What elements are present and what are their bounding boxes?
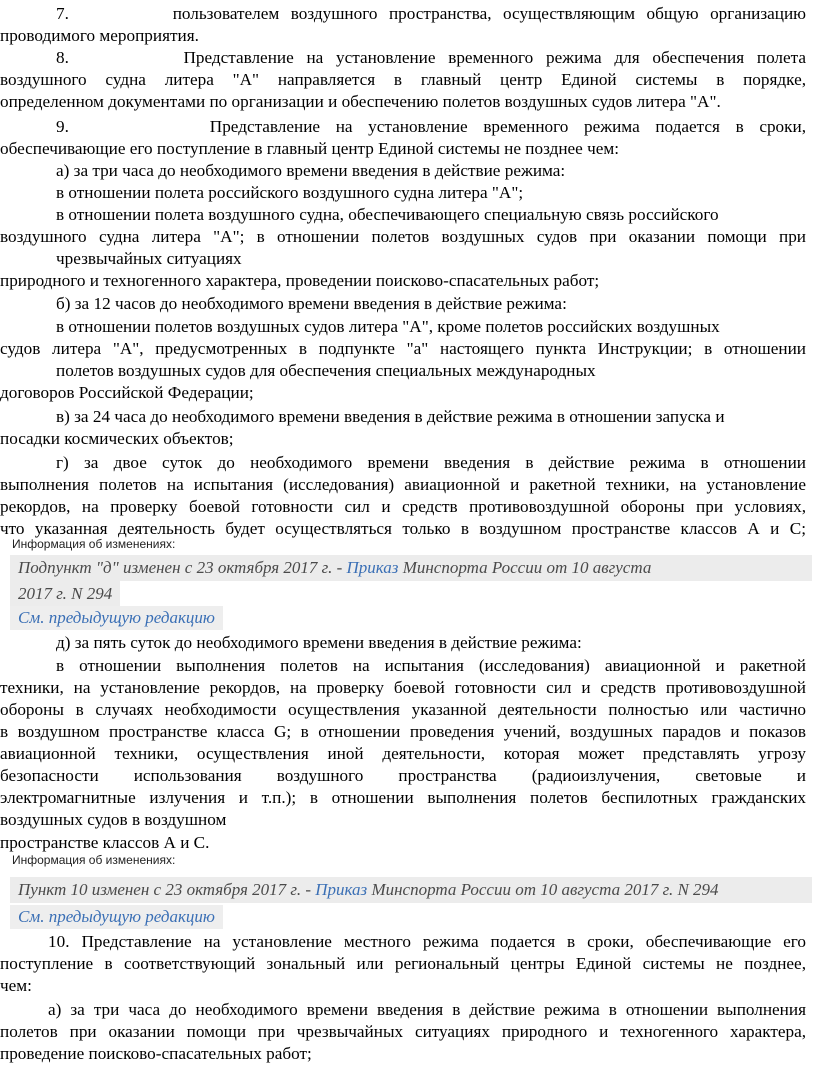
paragraph-9-line-13: договоров Российской Федерации; — [0, 383, 254, 402]
paragraph-9-line-7: чрезвычайных ситуациях — [56, 249, 242, 268]
paragraph-9-line-4: в отношении полета российского воздушного судна литера "А"; — [56, 183, 524, 202]
order-link-2[interactable]: Приказ — [315, 880, 368, 899]
change-note-text: Подпункт "д" изменен с 23 октября 2017 г. - — [18, 558, 347, 577]
paragraph-8-line-3: определенном документами по организации и обеспечению полетов воздушных судов литера "А". — [0, 92, 721, 111]
paragraph-9-line-5: в отношении полета воздушного судна, обеспечивающего специальную связь российского — [56, 205, 719, 224]
change-note-2-text: Пункт 10 изменен с 23 октября 2017 г. - — [18, 880, 316, 899]
paragraph-9-item-g: г) за двое суток до необходимого времени введения в действие режима в отношении — [56, 453, 806, 472]
subparagraph-d-line-8: электромагнитные излучения и т.п.); в отношении выполнения полетов беспилотных гражданских — [0, 788, 806, 807]
previous-version-link-wrap — [10, 606, 223, 630]
subparagraph-d-title: д) за пять суток до необходимого времени введения в действие режима: — [56, 633, 582, 652]
paragraph-8-line-2: воздушного судна литера "А" направляется в главный центр Единой системы в порядке, — [0, 70, 806, 89]
subparagraph-d-line-3: техники, на установление рекордов, на проверку боевой готовности сил и средств противовоздушной — [0, 678, 806, 697]
subparagraph-d-line-6: авиационной техники, осуществления иной деятельности, которая может представлять угрозу — [0, 744, 806, 763]
change-note-2-text-end: Минспорта России от 10 августа 2017 г. N 294 — [367, 880, 719, 899]
paragraph-10-line-5: полетов при оказании помощи при чрезвычайных ситуациях природного и техногенного характера, — [0, 1022, 806, 1041]
paragraph-9-line-10: в отношении полетов воздушных судов литера "А", кроме полетов российских воздушных — [56, 317, 720, 336]
change-note-text-end: Минспорта России от 10 августа — [398, 558, 652, 577]
paragraph-10-item-a: а) за три часа до необходимого времени введения в действие режима в отношении выполнения — [48, 1000, 806, 1019]
paragraph-7-line-2: проводимого мероприятия. — [0, 26, 199, 45]
subparagraph-d-line-2: в отношении выполнения полетов на испытания (исследования) авиационной и ракетной — [56, 656, 806, 675]
previous-version-link-2[interactable]: См. предыдущую редакцию — [18, 907, 215, 926]
paragraph-9-item-v: в) за 24 часа до необходимого времени введения в действие режима в отношении запуска и — [56, 407, 725, 426]
change-info-label: Информация об изменениях: — [12, 537, 176, 551]
paragraph-10-line-1: 10. Представление на установление местного режима подается в сроки, обеспечивающие его — [48, 932, 806, 951]
paragraph-9-line-2: обеспечивающие его поступление в главный центр Единой системы не позднее чем: — [0, 139, 619, 158]
paragraph-8-line-1: 8. Представление на установление временного режима для обеспечения полета — [56, 48, 806, 67]
change-info-label-2: Информация об изменениях: — [12, 853, 176, 867]
order-link[interactable]: Приказ — [346, 558, 399, 577]
change-note-2 — [10, 877, 812, 903]
paragraph-9-item-a: а) за три часа до необходимого времени введения в действие режима: — [56, 161, 566, 180]
paragraph-7-line-1: 7. пользователем воздушного пространства, осуществляющим общую организацию — [56, 4, 806, 23]
paragraph-9-line-11: судов литера "А", предусмотренных в подпункте "а" настоящего пункта Инструкции; в отношении — [0, 339, 806, 358]
previous-version-link[interactable]: См. предыдущую редакцию — [18, 608, 215, 627]
paragraph-10-line-2: поступление в соответствующий зональный или региональный центры Единой системы не позднее, — [0, 954, 806, 973]
change-note-date: 2017 г. N 294 — [10, 581, 120, 607]
subparagraph-d-line-9: воздушных судов в воздушном — [0, 810, 227, 829]
subparagraph-d-line-4: обороны в случаях необходимости осуществления указанной деятельности полностью или частично — [0, 700, 806, 719]
subparagraph-d-line-5: в воздушном пространстве класса G; в отношении проведения учений, воздушных парадов и показов — [0, 722, 806, 741]
paragraph-9-line-15: посадки космических объектов; — [0, 429, 234, 448]
previous-version-link-wrap-2 — [10, 905, 223, 929]
change-note — [10, 555, 812, 581]
paragraph-10-line-3: чем: — [0, 976, 32, 995]
paragraph-9-line-12: полетов воздушных судов для обеспечения специальных международных — [56, 361, 596, 380]
paragraph-9-item-b: б) за 12 часов до необходимого времени введения в действие режима: — [56, 294, 567, 313]
paragraph-9-line-17: выполнения полетов на испытания (исследования) авиационной и ракетной техники, на установление — [0, 475, 806, 494]
paragraph-9-line-19: что указанная деятельность будет осуществляться только в воздушном пространстве классов А и С; — [0, 519, 806, 538]
subparagraph-d-line-10: пространстве классов А и С. — [0, 833, 210, 852]
paragraph-9-line-1: 9. Представление на установление временного режима подается в сроки, — [56, 117, 806, 136]
subparagraph-d-line-7: безопасности использования воздушного пространства (радиоизлучения, световые и — [0, 766, 806, 785]
paragraph-9-line-6: воздушного судна литера "А"; в отношении полетов воздушных судов при оказании помощи при — [0, 227, 806, 246]
paragraph-10-line-6: проведение поисково-спасательных работ; — [0, 1044, 312, 1063]
paragraph-9-line-8: природного и техногенного характера, проведении поисково-спасательных работ; — [0, 271, 600, 290]
paragraph-9-line-18: рекордов, на проверку боевой готовности сил и средств противовоздушной обороны при условиях, — [0, 497, 806, 516]
